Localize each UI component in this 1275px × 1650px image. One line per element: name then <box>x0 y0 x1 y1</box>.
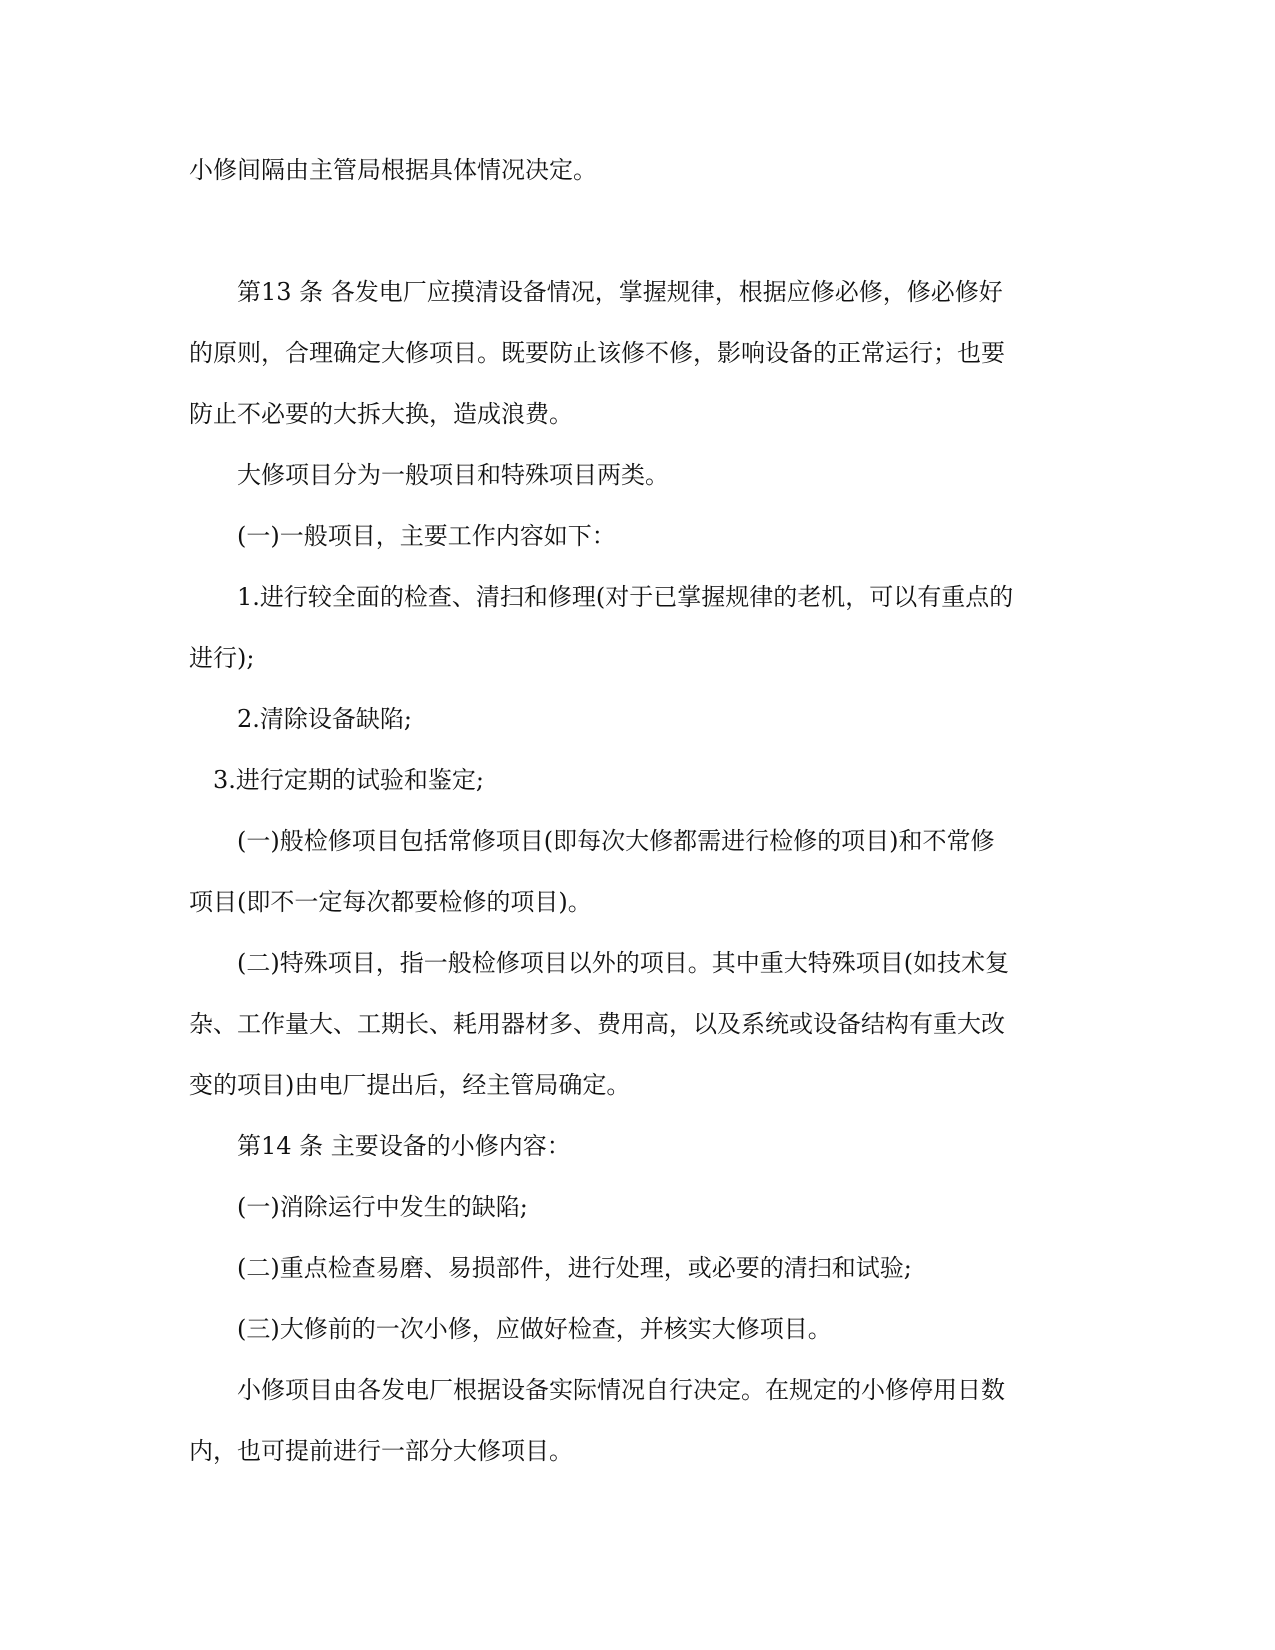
document-body <box>189 140 1049 1482</box>
list-item: (一)消除运行中发生的缺陷; <box>237 1193 528 1221</box>
list-item-1-line-2: 进行); <box>189 644 255 672</box>
paragraph-line: (一)一般项目，主要工作内容如下： <box>237 522 616 550</box>
paragraph-gap <box>189 201 1049 262</box>
paragraph-line: (一)般检修项目包括常修项目(即每次大修都需进行检修的项目)和不常修 <box>237 827 995 855</box>
article-14-heading: 第14 条 主要设备的小修内容： <box>237 1132 571 1160</box>
paragraph-line: 小修间隔由主管局根据具体情况决定。 <box>189 156 597 184</box>
list-item: (三)大修前的一次小修，应做好检查，并核实大修项目。 <box>237 1315 832 1343</box>
paragraph-line: 杂、工作量大、工期长、耗用器材多、费用高，以及系统或设备结构有重大改 <box>189 1010 1005 1038</box>
paragraph-line: 变的项目)由电厂提出后，经主管局确定。 <box>189 1071 631 1099</box>
paragraph-line: 项目(即不一定每次都要检修的项目)。 <box>189 888 592 916</box>
list-item: (二)重点检查易磨、易损部件，进行处理，或必要的清扫和试验; <box>237 1254 912 1282</box>
article-13-line-3: 防止不必要的大拆大换，造成浪费。 <box>189 400 573 428</box>
article-13-line-1: 第13 条 各发电厂应摸清设备情况，掌握规律，根据应修必修，修必修好 <box>237 278 1003 306</box>
paragraph-line: (二)特殊项目，指一般检修项目以外的项目。其中重大特殊项目(如技术复 <box>237 949 1010 977</box>
paragraph-line: 小修项目由各发电厂根据设备实际情况自行决定。在规定的小修停用日数 <box>237 1376 1005 1404</box>
list-item-1-line-1: 1.进行较全面的检查、清扫和修理(对于已掌握规律的老机，可以有重点的 <box>237 583 1014 611</box>
list-item-2: 2.清除设备缺陷; <box>237 705 412 733</box>
paragraph-line: 大修项目分为一般项目和特殊项目两类。 <box>237 461 669 489</box>
list-item-3: 3.进行定期的试验和鉴定; <box>213 766 484 794</box>
paragraph-line: 内，也可提前进行一部分大修项目。 <box>189 1437 573 1465</box>
article-13-line-2: 的原则，合理确定大修项目。既要防止该修不修，影响设备的正常运行；也要 <box>189 339 1005 367</box>
